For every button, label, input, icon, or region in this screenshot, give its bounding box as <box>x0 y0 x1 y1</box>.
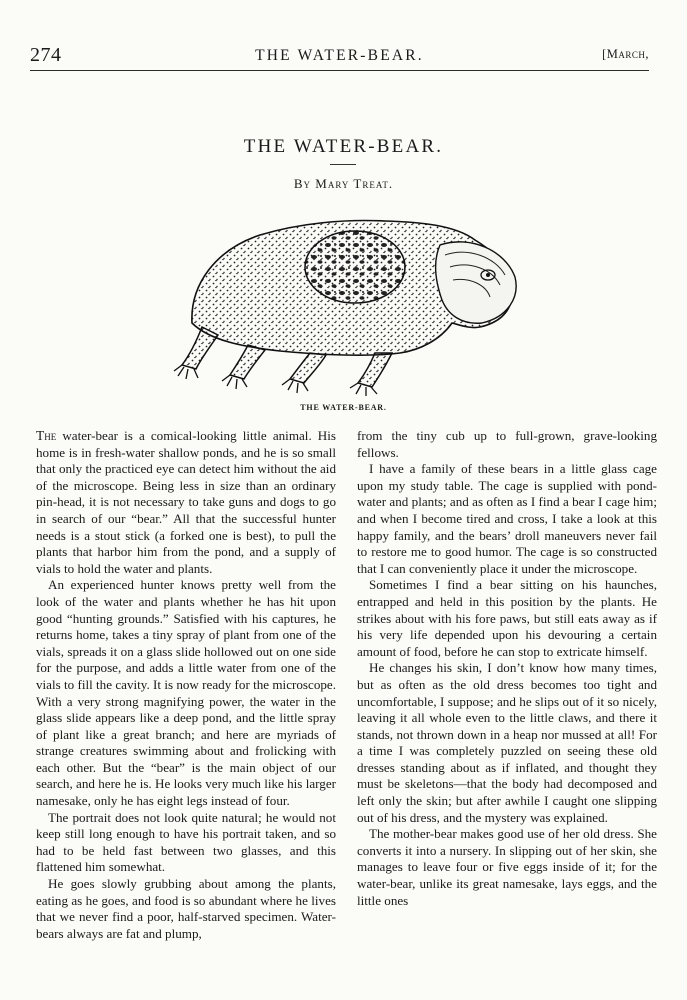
water-bear-illustration <box>170 205 530 400</box>
paragraph-1-text: water-bear is a comical-looking little animal. His home is in fresh-water shallow ponds, and he is so small that only the practiced eye can detect him without the aid of the microscope. Being less in size than an ordinary pin-head, it is not necessary to take guns and dogs to go in search of our “bear.” All that the successful hunter needs is a stout stick (a forked one is best), to pull the plants that harbor him from the pond, and a supply of vials to hold the water and plants. <box>36 428 336 576</box>
paragraph-7: He changes his skin, I don’t know how many times, but as often as the old dress becomes too tight and uncomfortable, I suppose; and he slips out of it so nicely, leaving it all whole even to the little claws, and there it stands, not thrown down in a heap nor mussed at all! For a time I was completely puzzled on seeing these old dresses standing about as if inflated, and thought they must be skeletons—that the body had decomposed and left only the skin; but after awhile I caught one slipping out of his dress, and the mystery was explained. <box>357 660 657 825</box>
paragraph-1 <box>36 428 336 577</box>
right-column <box>357 428 657 909</box>
byline: By Mary Treat. <box>293 176 394 191</box>
figure-caption: THE WATER-BEAR. <box>300 403 387 412</box>
running-month: [March, <box>602 47 649 61</box>
page-number: 274 <box>30 44 62 66</box>
article-title: THE WATER-BEAR. <box>243 136 444 157</box>
title-rule <box>330 164 356 165</box>
lead-word: The <box>36 428 57 443</box>
left-column <box>36 428 336 942</box>
paragraph-8: The mother-bear makes good use of her old dress. She converts it into a nursery. In slipping out of her skin, she manages to leave four or five eggs inside of it; for the water-bear, unlike its great namesake, lays eggs, and the little ones <box>357 826 657 908</box>
header-rule <box>30 70 649 71</box>
running-title: THE WATER-BEAR. <box>255 47 424 64</box>
paragraph-4: He goes slowly grubbing about among the plants, eating as he goes, and food is so abundant where he lives that we never find a poor, half-starved specimen. Water-bears always are fat and plump, <box>36 876 336 941</box>
paragraph-2: An experienced hunter knows pretty well from the look of the water and plants whether he has hit upon good “hunting grounds.” Satisfied with his captures, he returns home, takes a tiny spray of plant from one of the vials, spreads it on a glass slide hollowed out on one side for the purpose, and adds a little water from one of the vials to fill the cavity. It is now ready for the microscope. With a very strong magnifying power, the water in the glass slide appears like a deep pond, and the little spray of plant like a great branch; and here are myriads of strange creatures swimming about and frolicking with each other. But the “bear” is the main object of our search, and here he is. He looks very much like his larger namesake, only he has eight legs instead of four. <box>36 577 336 809</box>
paragraph-6: Sometimes I find a bear sitting on his haunches, entrapped and held in this position by the plants. He strikes about with his fore paws, but still eats away as if his very life depended upon his devouring a certain amount of food, before he can stop to extricate himself. <box>357 577 657 659</box>
paragraph-5: I have a family of these bears in a little glass cage upon my study table. The cage is supplied with pond-water and plants; and as often as I find a bear I cage him; and when I become tired and cross, I take a look at this happy family, and the bears’ droll maneuvers never fail to restore me to good humor. The cage is so constructed that I can conveniently place it under the microscope. <box>357 461 657 576</box>
paragraph-4-continued: from the tiny cub up to full-grown, grave-looking fellows. <box>357 428 657 460</box>
paragraph-3: The portrait does not look quite natural; he would not keep still long enough to have his portrait taken, and so had to be held fast between two glasses, and this flattened him somewhat. <box>36 809 336 875</box>
running-head <box>30 44 649 68</box>
